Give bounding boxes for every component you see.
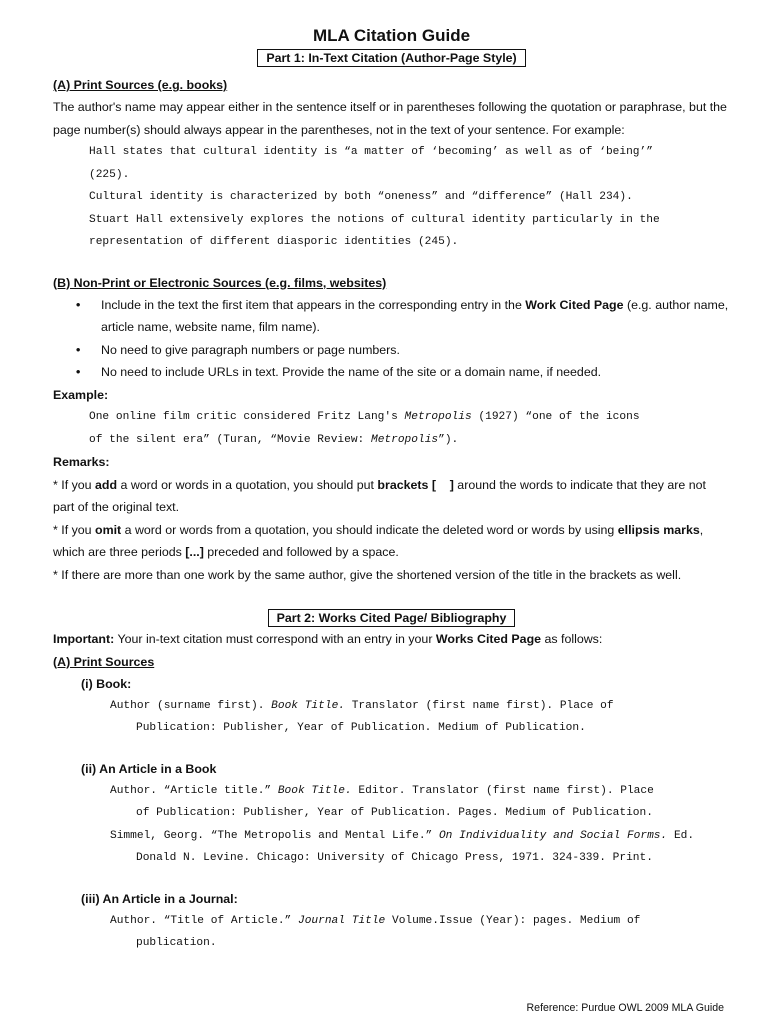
page-title: MLA Citation Guide — [312, 26, 471, 45]
article-book-format-line1: Author. “Article title.” Book Title. Editor. Translator (first name first). Place — [110, 784, 654, 797]
example-3-line2: representation of different diasporic identities (245). — [89, 236, 459, 248]
bullet-icon: • — [76, 365, 81, 379]
remark-3: * If there are more than one work by the same author, give the shortened version of the title in the brackets as well. — [53, 567, 682, 582]
nonprint-example-line2: of the silent era” (Turan, “Movie Review: Metropolis”). — [89, 433, 459, 446]
reference-footer: Reference: Purdue OWL 2009 MLA Guide — [526, 1002, 724, 1014]
part2-heading: Part 2: Works Cited Page/ Bibliography — [268, 609, 516, 627]
bullet-icon: • — [76, 342, 81, 357]
example-label: Example: — [53, 387, 109, 402]
example-1-line2: (225). — [89, 168, 130, 181]
bullet-item: • No need to include URLs in text. Provide the name of the site or a domain name, if needed. — [101, 361, 730, 384]
example-1-line1: Hall states that cultural identity is “a matter of ‘becoming’ as well as of ‘being’” — [89, 146, 653, 158]
article-book-example-line1: Simmel, Georg. “The Metropolis and Mental Life.” On Individuality and Social Forms. Ed. — [110, 829, 695, 842]
bullet-icon: • — [76, 297, 81, 312]
bullet-item: • No need to give paragraph numbers or page numbers. — [101, 339, 730, 362]
journal-format-line2: publication. — [136, 937, 217, 949]
article-in-journal-heading: (iii) An Article in a Journal: — [81, 891, 238, 906]
bullet-item: • Include in the text the first item that appears in the corresponding entry in the Work Cited Page (e.g. author name, article name, website name, film name). — [101, 294, 730, 339]
article-book-format-line2: of Publication: Publisher, Year of Publication. Pages. Medium of Publication. — [136, 807, 653, 819]
remark-1: * If you add a word or words in a quotation, you should put brackets [ ] around the words to indicate that they are not part of the original text. — [53, 477, 706, 514]
remark-2: * If you omit a word or words from a quotation, you should indicate the deleted word or words by using ellipsis marks, which are three periods [...] preceded and followed by a space. — [53, 522, 704, 559]
example-2: Cultural identity is characterized by both “oneness” and “difference” (Hall 234). — [89, 191, 633, 203]
journal-format-line1: Author. “Title of Article.” Journal Title Volume.Issue (Year): pages. Medium of — [110, 914, 641, 927]
nonprint-sources-heading: (B) Non-Print or Electronic Sources (e.g. films, websites) — [53, 275, 387, 290]
article-book-example-line2: Donald N. Levine. Chicago: University of Chicago Press, 1971. 324-339. Print. — [136, 852, 653, 864]
works-cited-print-heading: (A) Print Sources — [53, 654, 155, 669]
part1-heading: Part 1: In-Text Citation (Author-Page Style) — [257, 49, 525, 67]
article-in-book-heading: (ii) An Article in a Book — [81, 761, 217, 776]
book-format-line2: Publication: Publisher, Year of Publication. Medium of Publication. — [136, 722, 586, 734]
remarks-label: Remarks: — [53, 455, 110, 469]
nonprint-example-line1: One online film critic considered Fritz Lang's Metropolis (1927) “one of the icons — [89, 411, 640, 423]
nonprint-bullet-list — [53, 294, 730, 384]
example-3-line1: Stuart Hall extensively explores the notions of cultural identity particularly in the — [89, 213, 660, 226]
book-format-line1: Author (surname first). Book Title. Translator (first name first). Place of — [110, 699, 614, 712]
intro-paragraph-line1: The author's name may appear either in the sentence itself or in parentheses following the quotation or paraphrase, but the — [53, 100, 727, 114]
book-heading: (i) Book: — [81, 676, 132, 691]
important-note: Important: Your in-text citation must correspond with an entry in your Works Cited Page as follows: — [53, 632, 603, 646]
print-sources-heading: (A) Print Sources (e.g. books) — [53, 78, 228, 92]
intro-paragraph-line2: page number(s) should always appear in the parentheses, not in the text of your sentence. For example: — [53, 122, 625, 137]
